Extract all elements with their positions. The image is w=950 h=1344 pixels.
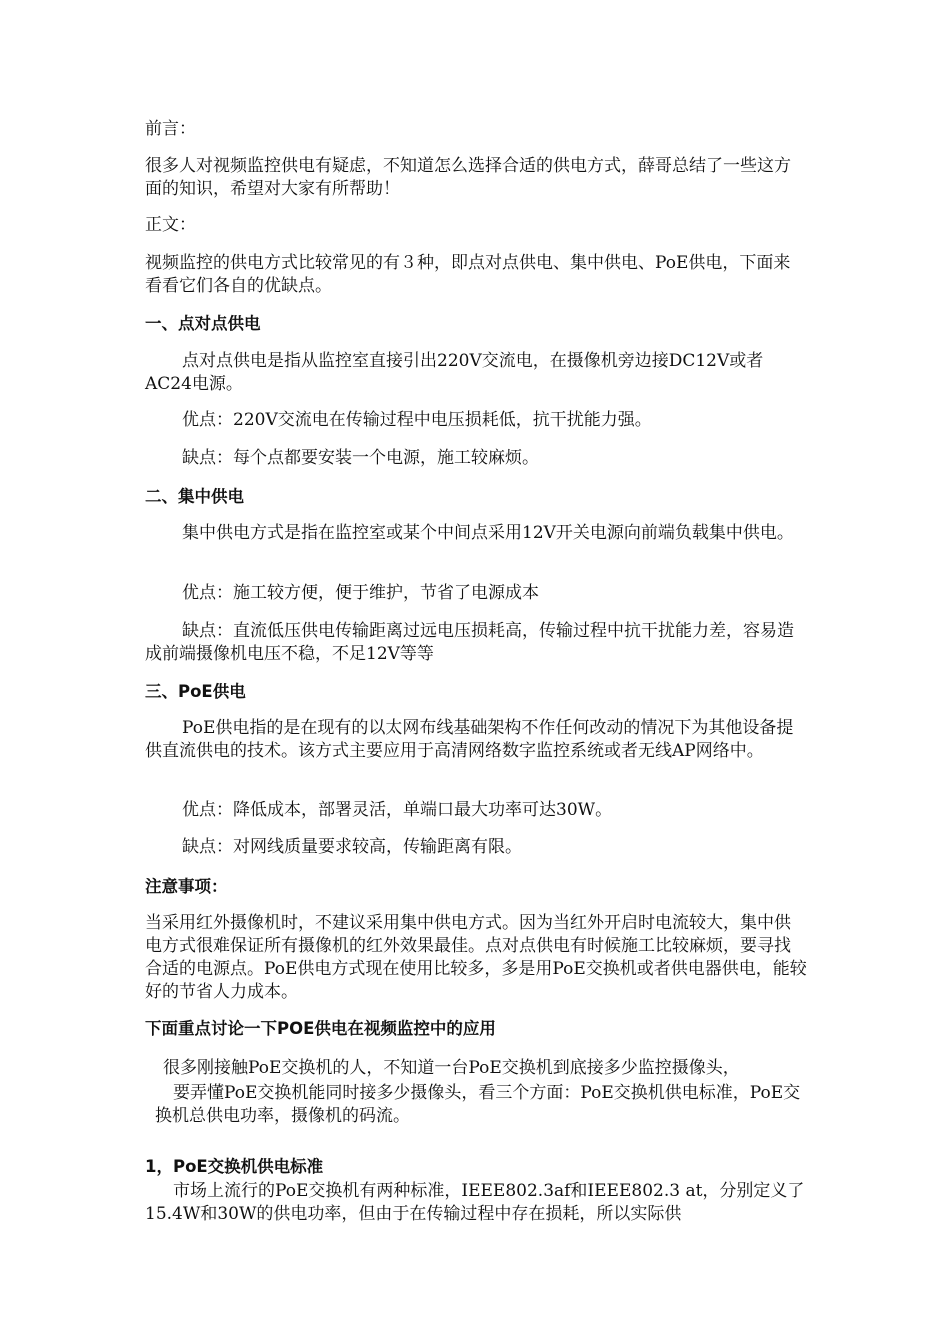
preface-label: 前言： (145, 119, 196, 139)
section-desc: 集中供电方式是指在监控室或某个中间点采用12V开关电源向前端负载集中供电。 (182, 523, 794, 543)
poe-heading: 下面重点讨论一下POE供电在视频监控中的应用 (145, 1019, 496, 1038)
section-pros: 优点：施工较方便，便于维护，节省了电源成本 (182, 583, 539, 603)
intro-text: 视频监控的供电方式比较常见的有３种，即点对点供电、集中供电、PoE供电，下面来看看它们各自的优缺点。 (145, 253, 791, 296)
section-cons: 缺点：每个点都要安装一个电源，施工较麻烦。 (182, 448, 539, 468)
poe-paragraph: 要弄懂PoE交换机能同时接多少摄像头，看三个方面：PoE交换机供电标准，PoE交换机总供电功率，摄像机的码流。 (155, 1083, 801, 1126)
subsection-heading: 1，PoE交换机供电标准 (145, 1157, 324, 1176)
notes-heading: 注意事项： (145, 877, 228, 896)
section-heading-centralized: 二、集中供电 (145, 487, 244, 506)
section-cons: 缺点：对网线质量要求较高，传输距离有限。 (182, 837, 522, 857)
preface-text: 很多人对视频监控供电有疑虑，不知道怎么选择合适的供电方式，薛哥总结了一些这方面的知识，希望对大家有所帮助！ (145, 156, 791, 199)
body-label: 正文： (145, 215, 196, 235)
subsection-text: 市场上流行的PoE交换机有两种标准，IEEE802.3af和IEEE802.3 at，分别定义了15.4W和30W的供电功率，但由于在传输过程中存在损耗，所以实际供 (145, 1181, 805, 1224)
section-cons: 缺点：直流低压供电传输距离过远电压损耗高，传输过程中抗干扰能力差，容易造成前端摄像机电压不稳，不足12V等等 (145, 621, 794, 664)
section-heading-poe: 三、PoE供电 (145, 682, 246, 701)
notes-text: 当采用红外摄像机时，不建议采用集中供电方式。因为当红外开启时电流较大，集中供电方式很难保证所有摄像机的红外效果最佳。点对点供电有时候施工比较麻烦，要寻找合适的电源点。PoE供电方式现在使用比较多，多是用PoE交换机或者供电器供电，能较好的节省人力成本。 (145, 913, 807, 1002)
poe-paragraph-line: 很多刚接触PoE交换机的人，不知道一台PoE交换机到底接多少监控摄像头， (163, 1058, 740, 1078)
section-desc: 点对点供电是指从监控室直接引出220V交流电，在摄像机旁边接DC12V或者AC24电源。 (145, 351, 764, 394)
section-heading-point-to-point: 一、点对点供电 (145, 314, 261, 333)
section-pros: 优点：降低成本，部署灵活，单端口最大功率可达30W。 (182, 800, 613, 820)
section-pros: 优点：220V交流电在传输过程中电压损耗低，抗干扰能力强。 (182, 410, 652, 430)
section-desc: PoE供电指的是在现有的以太网布线基础架构不作任何改动的情况下为其他设备提供直流供电的技术。该方式主要应用于高清网络数字监控系统或者无线AP网络中。 (145, 718, 794, 761)
